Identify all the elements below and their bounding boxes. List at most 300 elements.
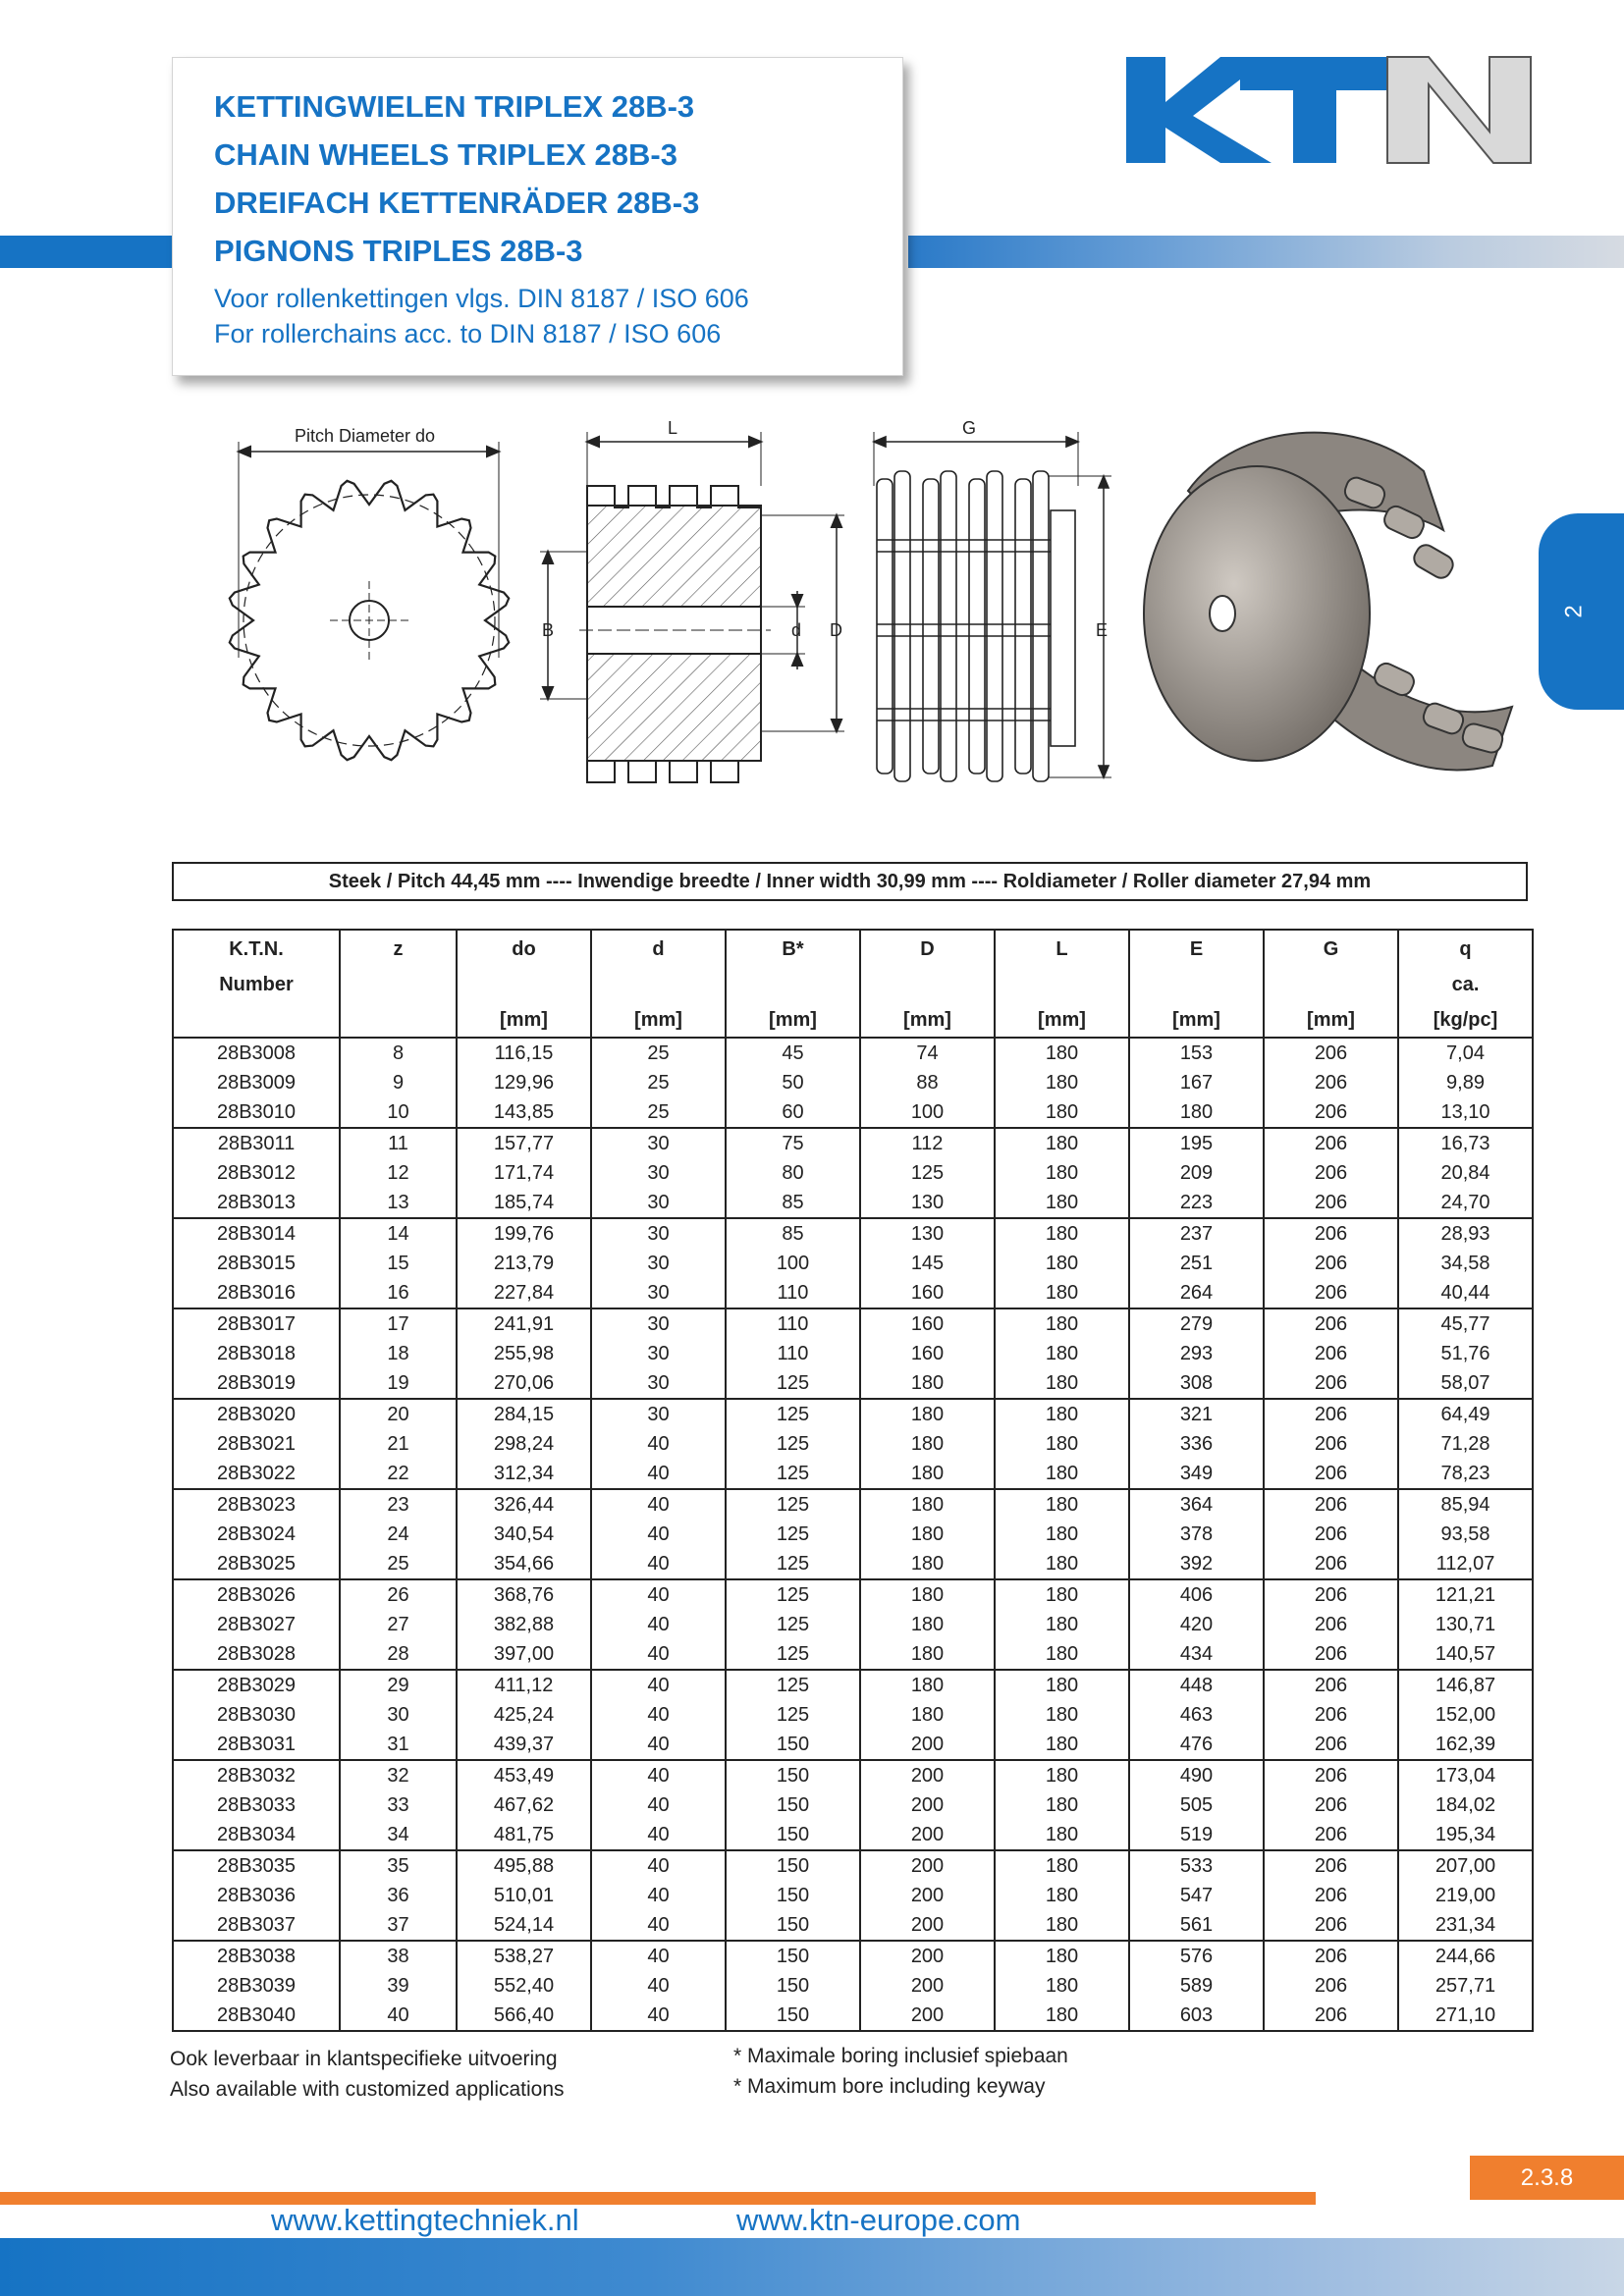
table-cell: 364 [1129, 1489, 1264, 1520]
table-cell: 16,73 [1398, 1128, 1533, 1158]
table-cell: 36 [340, 1881, 457, 1910]
table-row [173, 1368, 1533, 1399]
table-cell: 40 [591, 2001, 726, 2031]
table-cell: 93,58 [1398, 1520, 1533, 1549]
table-cell: 200 [860, 1881, 995, 1910]
table-cell: 28B3027 [173, 1610, 340, 1639]
column-header [173, 930, 340, 1038]
column-header-line: E [1189, 938, 1204, 960]
table-row [173, 1910, 1533, 1941]
table-row [173, 1670, 1533, 1700]
table-cell: 603 [1129, 2001, 1264, 2031]
table-cell: 326,44 [457, 1489, 591, 1520]
table-cell: 51,76 [1398, 1339, 1533, 1368]
page-number: 2.3.8 [1470, 2156, 1624, 2200]
table-cell: 481,75 [457, 1820, 591, 1850]
table-cell: 180 [995, 1429, 1129, 1459]
table-cell: 206 [1264, 1188, 1398, 1218]
table-cell: 28B3015 [173, 1249, 340, 1278]
table-cell: 28B3038 [173, 1941, 340, 1971]
table-cell: 28B3019 [173, 1368, 340, 1399]
table-cell: 110 [726, 1308, 860, 1339]
table-cell: 150 [726, 1910, 860, 1941]
table-cell: 284,15 [457, 1399, 591, 1429]
table-cell: 146,87 [1398, 1670, 1533, 1700]
table-cell: 28B3030 [173, 1700, 340, 1730]
table-row [173, 1941, 1533, 1971]
table-cell: 143,85 [457, 1097, 591, 1128]
table-cell: 206 [1264, 1941, 1398, 1971]
table-cell: 180 [860, 1549, 995, 1579]
table-cell: 195 [1129, 1128, 1264, 1158]
table-cell: 28B3040 [173, 2001, 340, 2031]
table-cell: 40 [591, 1520, 726, 1549]
table-cell: 28B3026 [173, 1579, 340, 1610]
table-cell: 200 [860, 1760, 995, 1790]
table-cell: 524,14 [457, 1910, 591, 1941]
table-cell: 40 [591, 1459, 726, 1489]
table-cell: 219,00 [1398, 1881, 1533, 1910]
table-cell: 180 [995, 1520, 1129, 1549]
table-cell: 213,79 [457, 1249, 591, 1278]
table-cell: 382,88 [457, 1610, 591, 1639]
table-cell: 20 [340, 1399, 457, 1429]
table-cell: 180 [995, 1820, 1129, 1850]
table-cell: 35 [340, 1850, 457, 1881]
table-cell: 206 [1264, 1038, 1398, 1068]
dimension-b-label: B [542, 620, 555, 640]
table-cell: 180 [995, 1368, 1129, 1399]
table-cell: 293 [1129, 1339, 1264, 1368]
table-cell: 116,15 [457, 1038, 591, 1068]
table-cell: 27 [340, 1610, 457, 1639]
table-cell: 180 [995, 1941, 1129, 1971]
table-cell: 425,24 [457, 1700, 591, 1730]
table-cell: 125 [726, 1489, 860, 1520]
column-header-line: Number [219, 974, 294, 995]
table-cell: 33 [340, 1790, 457, 1820]
table-cell: 85 [726, 1218, 860, 1249]
table-cell: 40 [591, 1941, 726, 1971]
table-cell: 40 [591, 1670, 726, 1700]
column-header-line: G [1323, 938, 1339, 960]
table-cell: 31 [340, 1730, 457, 1760]
table-cell: 125 [726, 1579, 860, 1610]
ktn-logo [1124, 55, 1535, 165]
table-cell: 180 [995, 1850, 1129, 1881]
table-cell: 533 [1129, 1850, 1264, 1881]
table-cell: 200 [860, 1790, 995, 1820]
table-cell: 206 [1264, 1850, 1398, 1881]
table-cell: 206 [1264, 1097, 1398, 1128]
technical-drawings [0, 412, 1624, 825]
table-cell: 125 [726, 1399, 860, 1429]
table-cell: 180 [860, 1700, 995, 1730]
table-cell: 439,37 [457, 1730, 591, 1760]
table-cell: 25 [591, 1097, 726, 1128]
table-cell: 463 [1129, 1700, 1264, 1730]
table-cell: 40 [591, 1610, 726, 1639]
header-band-right [908, 236, 1624, 268]
table-cell: 434 [1129, 1639, 1264, 1670]
table-cell: 28B3029 [173, 1670, 340, 1700]
table-row [173, 1850, 1533, 1881]
table-cell: 312,34 [457, 1459, 591, 1489]
table-cell: 206 [1264, 1549, 1398, 1579]
table-cell: 40 [340, 2001, 457, 2031]
table-cell: 180 [860, 1610, 995, 1639]
table-cell: 180 [995, 1038, 1129, 1068]
table-cell: 125 [726, 1610, 860, 1639]
footer-orange-band [0, 2192, 1316, 2205]
table-cell: 180 [860, 1670, 995, 1700]
table-cell: 160 [860, 1278, 995, 1308]
table-cell: 12 [340, 1158, 457, 1188]
table-cell: 180 [995, 1218, 1129, 1249]
table-cell: 150 [726, 1760, 860, 1790]
table-cell: 150 [726, 2001, 860, 2031]
table-cell: 180 [995, 1188, 1129, 1218]
table-cell: 206 [1264, 1610, 1398, 1639]
table-cell: 125 [726, 1700, 860, 1730]
column-header [726, 930, 860, 1038]
table-cell: 45 [726, 1038, 860, 1068]
table-cell: 185,74 [457, 1188, 591, 1218]
table-cell: 24 [340, 1520, 457, 1549]
column-header-line: [mm] [1307, 1009, 1355, 1031]
table-cell: 467,62 [457, 1790, 591, 1820]
table-cell: 180 [995, 1700, 1129, 1730]
table-cell: 28B3034 [173, 1820, 340, 1850]
table-cell: 100 [726, 1249, 860, 1278]
table-cell: 80 [726, 1158, 860, 1188]
table-row [173, 1308, 1533, 1339]
table-cell: 566,40 [457, 2001, 591, 2031]
table-cell: 162,39 [1398, 1730, 1533, 1760]
table-cell: 180 [995, 1278, 1129, 1308]
column-header-line: L [1056, 938, 1068, 960]
table-row [173, 1459, 1533, 1489]
table-cell: 180 [995, 1730, 1129, 1760]
dimension-d-label: d [791, 620, 802, 640]
table-cell: 397,00 [457, 1639, 591, 1670]
note-custom-english: Also available with customized applications [170, 2078, 565, 2101]
table-cell: 420 [1129, 1610, 1264, 1639]
table-cell: 129,96 [457, 1068, 591, 1097]
table-cell: 206 [1264, 1218, 1398, 1249]
specification-table [172, 929, 1534, 2032]
column-header [340, 930, 457, 1038]
table-cell: 150 [726, 1790, 860, 1820]
table-cell: 30 [340, 1700, 457, 1730]
table-cell: 547 [1129, 1881, 1264, 1910]
table-cell: 150 [726, 1850, 860, 1881]
table-cell: 264 [1129, 1278, 1264, 1308]
table-cell: 40 [591, 1910, 726, 1941]
table-cell: 40 [591, 1850, 726, 1881]
table-cell: 60 [726, 1097, 860, 1128]
table-cell: 25 [340, 1549, 457, 1579]
dimension-e-label: E [1096, 620, 1109, 640]
table-row [173, 1489, 1533, 1520]
table-cell: 171,74 [457, 1158, 591, 1188]
table-cell: 28B3020 [173, 1399, 340, 1429]
table-cell: 206 [1264, 1910, 1398, 1941]
table-row [173, 1760, 1533, 1790]
table-cell: 206 [1264, 1489, 1398, 1520]
column-header-line: [mm] [634, 1009, 682, 1031]
table-cell: 200 [860, 1910, 995, 1941]
chapter-tab-label: 2 [1560, 605, 1588, 618]
table-cell: 244,66 [1398, 1941, 1533, 1971]
subtitle-english: For rollerchains acc. to DIN 8187 / ISO 606 [214, 319, 722, 348]
table-cell: 24,70 [1398, 1188, 1533, 1218]
table-row [173, 1188, 1533, 1218]
sprocket-front-view [230, 442, 509, 760]
table-cell: 110 [726, 1278, 860, 1308]
table-cell: 40 [591, 1760, 726, 1790]
table-cell: 195,34 [1398, 1820, 1533, 1850]
table-cell: 25 [591, 1068, 726, 1097]
table-cell: 206 [1264, 1579, 1398, 1610]
note-custom-dutch: Ook leverbaar in klantspecifieke uitvoering [170, 2048, 558, 2070]
table-cell: 207,00 [1398, 1850, 1533, 1881]
table-cell: 298,24 [457, 1429, 591, 1459]
table-cell: 180 [860, 1520, 995, 1549]
table-cell: 180 [995, 1308, 1129, 1339]
table-cell: 45,77 [1398, 1308, 1533, 1339]
table-cell: 223 [1129, 1188, 1264, 1218]
table-cell: 40 [591, 1820, 726, 1850]
table-cell: 40 [591, 1639, 726, 1670]
table-cell: 14 [340, 1218, 457, 1249]
title-dutch: KETTINGWIELEN TRIPLEX 28B-3 [214, 89, 695, 124]
table-cell: 28B3021 [173, 1429, 340, 1459]
table-cell: 150 [726, 1971, 860, 2001]
table-cell: 28B3033 [173, 1790, 340, 1820]
table-row [173, 1549, 1533, 1579]
table-cell: 206 [1264, 1308, 1398, 1339]
table-cell: 340,54 [457, 1520, 591, 1549]
table-cell: 206 [1264, 1399, 1398, 1429]
table-cell: 411,12 [457, 1670, 591, 1700]
chain-side-view [874, 432, 1111, 781]
table-cell: 28B3013 [173, 1188, 340, 1218]
table-cell: 22 [340, 1459, 457, 1489]
table-cell: 23 [340, 1489, 457, 1520]
table-cell: 85 [726, 1188, 860, 1218]
sprocket-3d-render [1144, 433, 1512, 771]
table-cell: 125 [726, 1459, 860, 1489]
table-cell: 448 [1129, 1670, 1264, 1700]
table-cell: 19 [340, 1368, 457, 1399]
table-row [173, 1700, 1533, 1730]
table-cell: 180 [995, 1549, 1129, 1579]
table-row [173, 1218, 1533, 1249]
dimension-D-label: D [830, 620, 842, 640]
table-cell: 180 [995, 1670, 1129, 1700]
table-cell: 180 [995, 1249, 1129, 1278]
note-bore-dutch: * Maximale boring inclusief spiebaan [733, 2045, 1068, 2067]
column-header-line: z [393, 938, 404, 960]
table-cell: 9,89 [1398, 1068, 1533, 1097]
table-cell: 28B3016 [173, 1278, 340, 1308]
table-cell: 13,10 [1398, 1097, 1533, 1128]
table-row [173, 1881, 1533, 1910]
table-cell: 40 [591, 1489, 726, 1520]
table-cell: 30 [591, 1278, 726, 1308]
table-cell: 25 [591, 1038, 726, 1068]
table-cell: 552,40 [457, 1971, 591, 2001]
table-cell: 199,76 [457, 1218, 591, 1249]
table-cell: 28B3024 [173, 1520, 340, 1549]
table-cell: 180 [995, 1489, 1129, 1520]
table-cell: 40,44 [1398, 1278, 1533, 1308]
table-cell: 157,77 [457, 1128, 591, 1158]
table-cell: 180 [860, 1489, 995, 1520]
table-cell: 125 [726, 1368, 860, 1399]
table-cell: 40 [591, 1971, 726, 2001]
table-cell: 160 [860, 1339, 995, 1368]
table-cell: 28B3035 [173, 1850, 340, 1881]
table-cell: 160 [860, 1308, 995, 1339]
table-cell: 39 [340, 1971, 457, 2001]
table-cell: 251 [1129, 1249, 1264, 1278]
table-row [173, 1158, 1533, 1188]
table-cell: 30 [591, 1368, 726, 1399]
table-cell: 206 [1264, 1520, 1398, 1549]
column-header [1264, 930, 1398, 1038]
table-cell: 11 [340, 1128, 457, 1158]
column-header-line: q [1459, 938, 1472, 960]
table-cell: 121,21 [1398, 1579, 1533, 1610]
table-cell: 368,76 [457, 1579, 591, 1610]
table-cell: 28B3036 [173, 1881, 340, 1910]
table-cell: 112 [860, 1128, 995, 1158]
table-row [173, 1068, 1533, 1097]
column-header-line: [mm] [1172, 1009, 1220, 1031]
table-cell: 180 [860, 1368, 995, 1399]
table-cell: 495,88 [457, 1850, 591, 1881]
column-header-line: [mm] [903, 1009, 951, 1031]
table-cell: 209 [1129, 1158, 1264, 1188]
table-cell: 180 [1129, 1097, 1264, 1128]
table-cell: 140,57 [1398, 1639, 1533, 1670]
table-row [173, 1278, 1533, 1308]
table-cell: 20,84 [1398, 1158, 1533, 1188]
table-cell: 8 [340, 1038, 457, 1068]
table-cell: 28B3011 [173, 1128, 340, 1158]
header-band-left [0, 236, 172, 268]
table-cell: 576 [1129, 1941, 1264, 1971]
table-cell: 255,98 [457, 1339, 591, 1368]
table-cell: 28B3028 [173, 1639, 340, 1670]
table-cell: 100 [860, 1097, 995, 1128]
column-header [1129, 930, 1264, 1038]
subtitle-dutch: Voor rollenkettingen vlgs. DIN 8187 / ISO 606 [214, 284, 749, 313]
website-link-ktn-europe[interactable]: www.ktn-europe.com [736, 2203, 1021, 2237]
table-cell: 29 [340, 1670, 457, 1700]
table-cell: 180 [995, 1339, 1129, 1368]
table-cell: 200 [860, 1730, 995, 1760]
table-cell: 200 [860, 1941, 995, 1971]
column-header [995, 930, 1129, 1038]
table-cell: 112,07 [1398, 1549, 1533, 1579]
table-cell: 180 [995, 1881, 1129, 1910]
table-cell: 78,23 [1398, 1459, 1533, 1489]
table-cell: 153 [1129, 1038, 1264, 1068]
table-row [173, 1520, 1533, 1549]
table-cell: 28B3023 [173, 1489, 340, 1520]
column-header-line: K.T.N. [229, 938, 284, 960]
table-cell: 180 [995, 1579, 1129, 1610]
table-cell: 85,94 [1398, 1489, 1533, 1520]
table-row [173, 1097, 1533, 1128]
sprocket-side-view [540, 432, 844, 782]
table-cell: 17 [340, 1308, 457, 1339]
table-cell: 200 [860, 2001, 995, 2031]
table-cell: 30 [591, 1339, 726, 1368]
table-cell: 476 [1129, 1730, 1264, 1760]
title-english: CHAIN WHEELS TRIPLEX 28B-3 [214, 137, 677, 172]
table-cell: 180 [860, 1399, 995, 1429]
table-cell: 37 [340, 1910, 457, 1941]
table-cell: 180 [995, 1760, 1129, 1790]
table-cell: 180 [860, 1429, 995, 1459]
table-cell: 145 [860, 1249, 995, 1278]
table-cell: 18 [340, 1339, 457, 1368]
website-link-kettingtechniek[interactable]: www.kettingtechniek.nl [271, 2203, 579, 2237]
table-cell: 30 [591, 1158, 726, 1188]
table-cell: 206 [1264, 1068, 1398, 1097]
table-cell: 30 [591, 1308, 726, 1339]
table-cell: 200 [860, 1850, 995, 1881]
table-cell: 28B3039 [173, 1971, 340, 2001]
table-cell: 125 [726, 1670, 860, 1700]
table-cell: 88 [860, 1068, 995, 1097]
table-cell: 40 [591, 1790, 726, 1820]
table-cell: 40 [591, 1429, 726, 1459]
table-cell: 257,71 [1398, 1971, 1533, 2001]
table-cell: 125 [726, 1429, 860, 1459]
table-cell: 206 [1264, 1700, 1398, 1730]
table-cell: 173,04 [1398, 1760, 1533, 1790]
table-cell: 50 [726, 1068, 860, 1097]
table-row [173, 1429, 1533, 1459]
table-cell: 32 [340, 1760, 457, 1790]
table-cell: 30 [591, 1399, 726, 1429]
table-cell: 180 [995, 2001, 1129, 2031]
table-cell: 206 [1264, 1249, 1398, 1278]
table-cell: 271,10 [1398, 2001, 1533, 2031]
column-header-line: d [652, 938, 665, 960]
column-header-line: [kg/pc] [1433, 1009, 1498, 1031]
column-header [1398, 930, 1533, 1038]
table-row [173, 1399, 1533, 1429]
column-header-line: [mm] [1038, 1009, 1086, 1031]
table-cell: 30 [591, 1188, 726, 1218]
table-cell: 28B3032 [173, 1760, 340, 1790]
table-cell: 30 [591, 1128, 726, 1158]
table-cell: 180 [995, 1971, 1129, 2001]
table-cell: 167 [1129, 1068, 1264, 1097]
table-cell: 40 [591, 1881, 726, 1910]
table-cell: 40 [591, 1730, 726, 1760]
table-cell: 28B3010 [173, 1097, 340, 1128]
table-cell: 206 [1264, 2001, 1398, 2031]
table-cell: 71,28 [1398, 1429, 1533, 1459]
table-cell: 28B3037 [173, 1910, 340, 1941]
